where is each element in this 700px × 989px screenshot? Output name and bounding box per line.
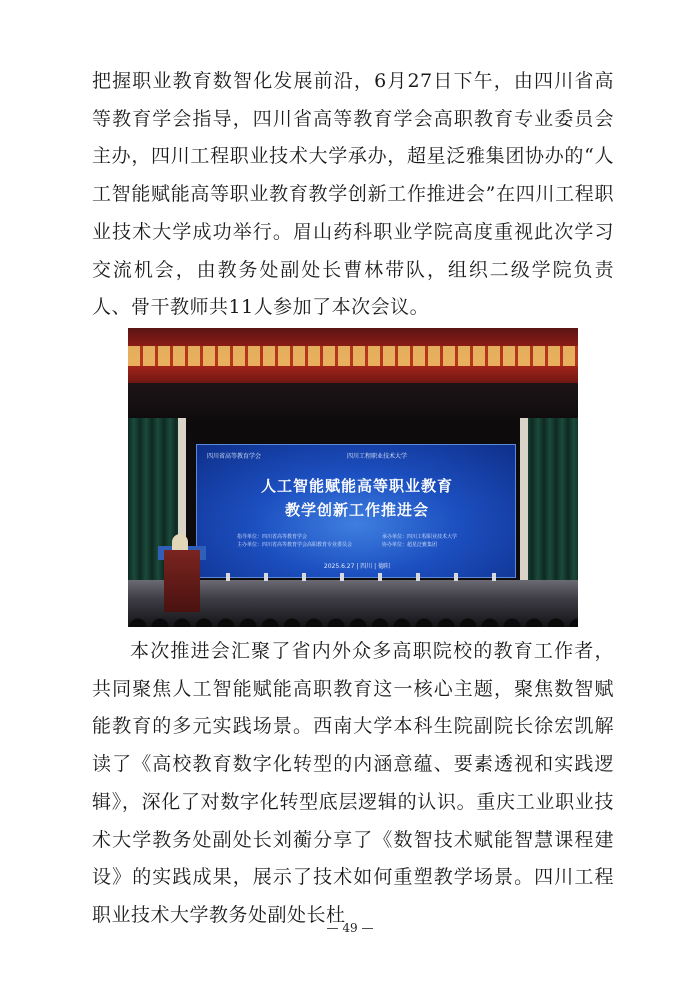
- paragraph-intro: 把握职业教育数智化发展前沿，6月27日下午，由四川省高等教育学会指导，四川省高等教育学会高职教育专业委员会主办，四川工程职业技术大学承办，超星泛雅集团协办的“人工智能赋能高等职业教育教学创新工作推进会”在四川工程职业技术大学成功举行。眉山药科职业学院高度重视此次学习交流机会，由教务处副处长曹林带队，组织二级学院负责人、骨干教师共11人参加了本次会议。: [92, 70, 614, 319]
- screen-title-line-1: 人工智能赋能高等职业教育: [260, 477, 453, 495]
- page-number: — 49 —: [326, 921, 374, 935]
- conference-photo: [128, 328, 578, 627]
- screen-info-host: 主办单位：四川省高等教育学会高职教育专业委员会: [237, 542, 353, 548]
- projection-screen: [196, 444, 516, 578]
- screen-logo-left: 四川省高等教育学会: [207, 453, 262, 460]
- screen-info-organizer: 承办单位：四川工程职业技术大学: [382, 534, 458, 540]
- screen-info-co-organizer: 协办单位：超星泛雅集团: [382, 542, 438, 548]
- ceiling: [128, 383, 578, 428]
- audience-heads: [128, 608, 578, 627]
- curtain-right: [520, 418, 578, 598]
- curtain-edge-right: [520, 418, 528, 598]
- screen-title-line-2: 教学创新工作推进会: [284, 501, 429, 519]
- screen-info-guide: 指导单位：四川省高等教育学会: [237, 534, 308, 540]
- banner-lettering: [128, 346, 578, 366]
- screen-date: 2025.6.27 | 四川 | 德阳: [323, 563, 391, 570]
- podium: [164, 550, 200, 612]
- screen-logo-right: 四川工程职业技术大学: [347, 453, 408, 460]
- stage-lights: [188, 573, 518, 581]
- paragraph-body: 本次推进会汇聚了省内外众多高职院校的教育工作者，共同聚焦人工智能赋能高职教育这一核心主题，聚焦数智赋能教育的多元实践场景。西南大学本科生院副院长徐宏凯解读了《高校教育数字化转型的内涵意蕴、要素透视和实践逻辑》，深化了对数字化转型底层逻辑的认识。重庆工业职业技术大学教务处副处长刘蘅分享了《数智技术赋能智慧课程建设》的实践成果，展示了技术如何重塑教学场景。四川工程职业技术大学教务处副处长杜: [92, 640, 614, 926]
